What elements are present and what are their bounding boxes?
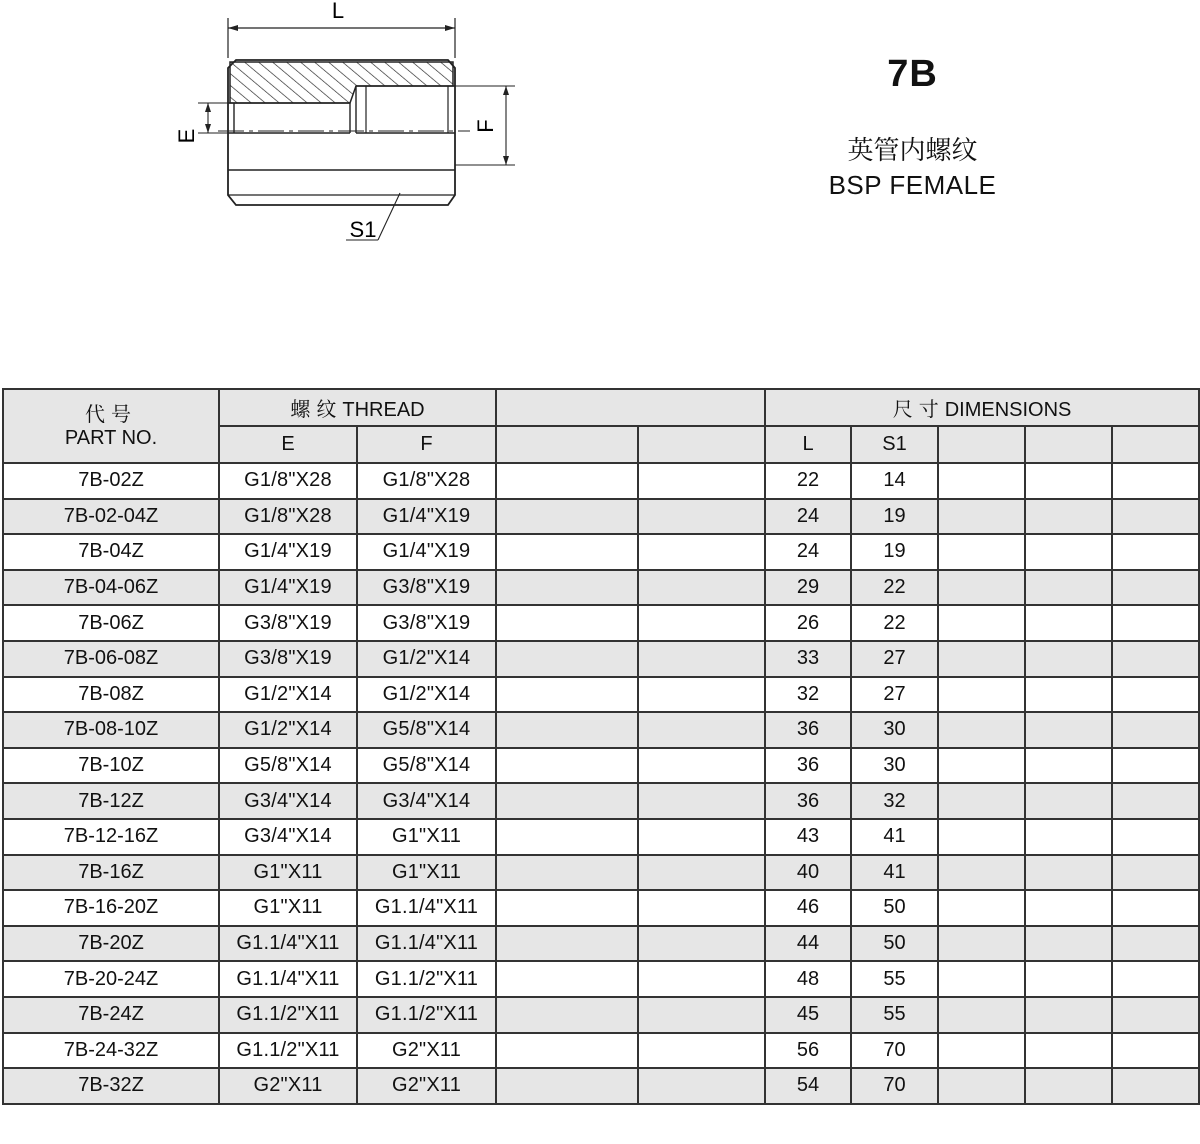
cell-blank (1112, 570, 1199, 606)
table-row (3, 677, 1199, 713)
cell-blank (1112, 534, 1199, 570)
cell-blank (938, 997, 1025, 1033)
cell-blank (1112, 499, 1199, 535)
cell-blank (496, 712, 638, 748)
cell-blank (938, 819, 1025, 855)
cell-thread-F: G2"X11 (357, 1068, 496, 1104)
cell-blank (1025, 819, 1112, 855)
cell-blank (1112, 1068, 1199, 1104)
cell-part-number: 7B-16-20Z (3, 890, 219, 926)
cell-length-L: 24 (765, 499, 851, 535)
cell-thread-F: G1/4"X19 (357, 534, 496, 570)
part-number-header-en: PART NO. (64, 427, 158, 449)
blank-column-header (938, 426, 1025, 463)
table-row (3, 855, 1199, 891)
cell-blank (496, 783, 638, 819)
cell-blank (638, 783, 765, 819)
cell-thread-E: G1/8"X28 (219, 499, 357, 535)
cell-hex-S1: 50 (851, 926, 938, 962)
cell-blank (1025, 783, 1112, 819)
cell-part-number: 7B-08-10Z (3, 712, 219, 748)
cell-part-number: 7B-06-08Z (3, 641, 219, 677)
cell-hex-S1: 22 (851, 570, 938, 606)
table-row (3, 926, 1199, 962)
cell-thread-F: G1.1/4"X11 (357, 890, 496, 926)
cell-hex-S1: 41 (851, 819, 938, 855)
cell-thread-E: G1/2"X14 (219, 712, 357, 748)
cell-thread-E: G2"X11 (219, 1068, 357, 1104)
cell-blank (1025, 641, 1112, 677)
cell-blank (638, 605, 765, 641)
cell-thread-F: G3/4"X14 (357, 783, 496, 819)
cell-thread-F: G1.1/2"X11 (357, 961, 496, 997)
cell-length-L: 54 (765, 1068, 851, 1104)
cell-part-number: 7B-24Z (3, 997, 219, 1033)
cell-thread-F: G1.1/4"X11 (357, 926, 496, 962)
cell-thread-F: G1/2"X14 (357, 641, 496, 677)
cell-blank (1112, 890, 1199, 926)
cell-blank (1025, 997, 1112, 1033)
cell-length-L: 24 (765, 534, 851, 570)
cell-blank (1025, 677, 1112, 713)
cell-blank (496, 961, 638, 997)
cell-blank (496, 534, 638, 570)
cell-hex-S1: 70 (851, 1033, 938, 1069)
cell-thread-E: G1.1/2"X11 (219, 1033, 357, 1069)
table-row (3, 890, 1199, 926)
dim-label-F: F (473, 119, 498, 133)
cell-blank (1112, 748, 1199, 784)
cell-thread-E: G5/8"X14 (219, 748, 357, 784)
cell-blank (938, 855, 1025, 891)
cell-length-L: 44 (765, 926, 851, 962)
column-header-S1: S1 (851, 426, 938, 463)
table-row (3, 783, 1199, 819)
cell-thread-F: G1"X11 (357, 819, 496, 855)
table-row (3, 1068, 1199, 1104)
cell-thread-E: G1/4"X19 (219, 570, 357, 606)
column-header-F: F (357, 426, 496, 463)
cell-blank (1025, 605, 1112, 641)
cell-blank (1025, 1068, 1112, 1104)
title-block (800, 55, 1025, 201)
cell-blank (938, 463, 1025, 499)
cell-length-L: 43 (765, 819, 851, 855)
cell-blank (638, 712, 765, 748)
cell-thread-F: G5/8"X14 (357, 712, 496, 748)
cell-blank (938, 605, 1025, 641)
cell-part-number: 7B-20Z (3, 926, 219, 962)
cell-thread-E: G3/4"X14 (219, 783, 357, 819)
cell-thread-E: G1/2"X14 (219, 677, 357, 713)
cell-blank (496, 641, 638, 677)
cell-blank (496, 570, 638, 606)
cell-blank (1025, 499, 1112, 535)
cell-length-L: 45 (765, 997, 851, 1033)
cell-hex-S1: 14 (851, 463, 938, 499)
cell-blank (1025, 1033, 1112, 1069)
cell-blank (1025, 961, 1112, 997)
cell-part-number: 7B-24-32Z (3, 1033, 219, 1069)
blank-column-header (638, 426, 765, 463)
cell-length-L: 36 (765, 748, 851, 784)
thread-header (219, 389, 496, 426)
cell-part-number: 7B-32Z (3, 1068, 219, 1104)
cell-blank (638, 748, 765, 784)
dim-label-E: E (174, 128, 199, 144)
cell-length-L: 36 (765, 783, 851, 819)
table-row (3, 534, 1199, 570)
cell-blank (938, 641, 1025, 677)
cell-hex-S1: 70 (851, 1068, 938, 1104)
cell-blank (938, 499, 1025, 535)
table-row (3, 712, 1199, 748)
cell-length-L: 56 (765, 1033, 851, 1069)
cell-thread-E: G1"X11 (219, 890, 357, 926)
cell-blank (638, 926, 765, 962)
table-row (3, 570, 1199, 606)
cell-length-L: 29 (765, 570, 851, 606)
cell-blank (496, 819, 638, 855)
part-number-header-cn: 代号 (85, 402, 137, 426)
cell-blank (1025, 712, 1112, 748)
cell-thread-F: G1"X11 (357, 855, 496, 891)
cell-blank (938, 1068, 1025, 1104)
cell-length-L: 26 (765, 605, 851, 641)
dimensions-header (765, 389, 1199, 426)
cell-blank (938, 570, 1025, 606)
cell-thread-E: G1/4"X19 (219, 534, 357, 570)
cell-blank (1025, 534, 1112, 570)
cell-thread-E: G1.1/4"X11 (219, 926, 357, 962)
cell-blank (1112, 997, 1199, 1033)
table-row (3, 997, 1199, 1033)
cell-blank (638, 1068, 765, 1104)
cell-blank (938, 961, 1025, 997)
cell-thread-F: G1.1/2"X11 (357, 997, 496, 1033)
thread-header-en: THREAD (342, 399, 425, 421)
cell-blank (638, 677, 765, 713)
cell-blank (1112, 605, 1199, 641)
cell-part-number: 7B-04-06Z (3, 570, 219, 606)
cell-hex-S1: 27 (851, 677, 938, 713)
cell-hex-S1: 27 (851, 641, 938, 677)
table-row (3, 641, 1199, 677)
cell-blank (1112, 819, 1199, 855)
cell-blank (1112, 1033, 1199, 1069)
cell-thread-F: G2"X11 (357, 1033, 496, 1069)
table-row (3, 961, 1199, 997)
cell-part-number: 7B-02Z (3, 463, 219, 499)
cell-length-L: 32 (765, 677, 851, 713)
cell-thread-F: G3/8"X19 (357, 605, 496, 641)
cell-length-L: 48 (765, 961, 851, 997)
cell-blank (1025, 855, 1112, 891)
cell-blank (496, 677, 638, 713)
cell-hex-S1: 55 (851, 961, 938, 997)
thread-header-cn: 螺纹 (290, 397, 343, 421)
cell-part-number: 7B-06Z (3, 605, 219, 641)
cell-blank (496, 855, 638, 891)
cell-thread-E: G1.1/2"X11 (219, 997, 357, 1033)
cell-thread-F: G3/8"X19 (357, 570, 496, 606)
cell-thread-E: G1.1/4"X11 (219, 961, 357, 997)
cell-blank (938, 748, 1025, 784)
cell-thread-E: G1"X11 (219, 855, 357, 891)
cell-length-L: 36 (765, 712, 851, 748)
product-code-title: 7B (887, 53, 938, 95)
cell-blank (496, 926, 638, 962)
cell-blank (1025, 463, 1112, 499)
cell-blank (638, 819, 765, 855)
cell-blank (638, 997, 765, 1033)
cell-length-L: 22 (765, 463, 851, 499)
cell-length-L: 40 (765, 855, 851, 891)
table-row (3, 748, 1199, 784)
table-row (3, 819, 1199, 855)
cell-blank (638, 1033, 765, 1069)
cell-hex-S1: 30 (851, 712, 938, 748)
cell-blank (496, 605, 638, 641)
cell-thread-E: G3/8"X19 (219, 641, 357, 677)
cell-hex-S1: 19 (851, 499, 938, 535)
blank-column-header (1112, 426, 1199, 463)
cell-blank (496, 890, 638, 926)
cell-blank (1112, 961, 1199, 997)
table-row (3, 463, 1199, 499)
cell-blank (496, 463, 638, 499)
cell-part-number: 7B-16Z (3, 855, 219, 891)
cell-blank (1025, 748, 1112, 784)
cell-blank (938, 712, 1025, 748)
table-row (3, 499, 1199, 535)
cell-blank (638, 463, 765, 499)
cell-blank (1112, 677, 1199, 713)
cell-blank (638, 534, 765, 570)
cell-blank (938, 677, 1025, 713)
cell-blank (496, 748, 638, 784)
table-header (3, 389, 1199, 463)
cell-blank (1112, 926, 1199, 962)
cell-blank (938, 783, 1025, 819)
product-name-english: BSP FEMALE (828, 169, 997, 200)
cell-hex-S1: 19 (851, 534, 938, 570)
blank-header (496, 389, 765, 426)
cell-blank (1112, 463, 1199, 499)
cell-blank (1112, 855, 1199, 891)
column-header-L: L (765, 426, 851, 463)
cell-blank (496, 1033, 638, 1069)
cell-thread-F: G1/8"X28 (357, 463, 496, 499)
cell-blank (938, 926, 1025, 962)
cell-blank (1025, 890, 1112, 926)
cell-part-number: 7B-04Z (3, 534, 219, 570)
cell-blank (638, 499, 765, 535)
blank-column-header (1025, 426, 1112, 463)
cell-blank (638, 855, 765, 891)
dimensions-header-en: DIMENSIONS (944, 399, 1072, 421)
cell-blank (638, 570, 765, 606)
cell-thread-F: G1/2"X14 (357, 677, 496, 713)
cell-blank (1025, 570, 1112, 606)
cell-blank (1112, 712, 1199, 748)
cell-part-number: 7B-12Z (3, 783, 219, 819)
cell-length-L: 46 (765, 890, 851, 926)
dim-label-L: L (331, 0, 345, 23)
cell-blank (938, 890, 1025, 926)
cell-blank (638, 890, 765, 926)
cell-thread-E: G1/8"X28 (219, 463, 357, 499)
product-name-chinese: 英管内螺纹 (847, 136, 978, 166)
cell-blank (496, 997, 638, 1033)
cell-blank (1112, 783, 1199, 819)
cell-hex-S1: 41 (851, 855, 938, 891)
dimensions-table (2, 388, 1200, 1105)
dim-label-S1: S1 (349, 217, 377, 242)
cell-hex-S1: 32 (851, 783, 938, 819)
cell-hex-S1: 50 (851, 890, 938, 926)
blank-column-header (496, 426, 638, 463)
cell-hex-S1: 22 (851, 605, 938, 641)
part-number-header (3, 389, 219, 463)
cell-blank (1025, 926, 1112, 962)
cell-thread-F: G5/8"X14 (357, 748, 496, 784)
column-header-E: E (219, 426, 357, 463)
cell-blank (638, 641, 765, 677)
cell-blank (1112, 641, 1199, 677)
cell-thread-E: G3/8"X19 (219, 605, 357, 641)
table-body (3, 463, 1199, 1104)
cell-hex-S1: 30 (851, 748, 938, 784)
cell-part-number: 7B-20-24Z (3, 961, 219, 997)
cell-thread-F: G1/4"X19 (357, 499, 496, 535)
cell-blank (496, 1068, 638, 1104)
cell-part-number: 7B-10Z (3, 748, 219, 784)
cell-thread-E: G3/4"X14 (219, 819, 357, 855)
cell-blank (938, 1033, 1025, 1069)
fitting-section-drawing (170, 0, 520, 250)
cell-blank (496, 499, 638, 535)
cell-blank (938, 534, 1025, 570)
cell-part-number: 7B-08Z (3, 677, 219, 713)
cell-hex-S1: 55 (851, 997, 938, 1033)
cell-length-L: 33 (765, 641, 851, 677)
cell-part-number: 7B-02-04Z (3, 499, 219, 535)
table-row (3, 605, 1199, 641)
dimensions-header-cn: 尺寸 (892, 397, 945, 421)
table-row (3, 1033, 1199, 1069)
cell-part-number: 7B-12-16Z (3, 819, 219, 855)
cell-blank (638, 961, 765, 997)
